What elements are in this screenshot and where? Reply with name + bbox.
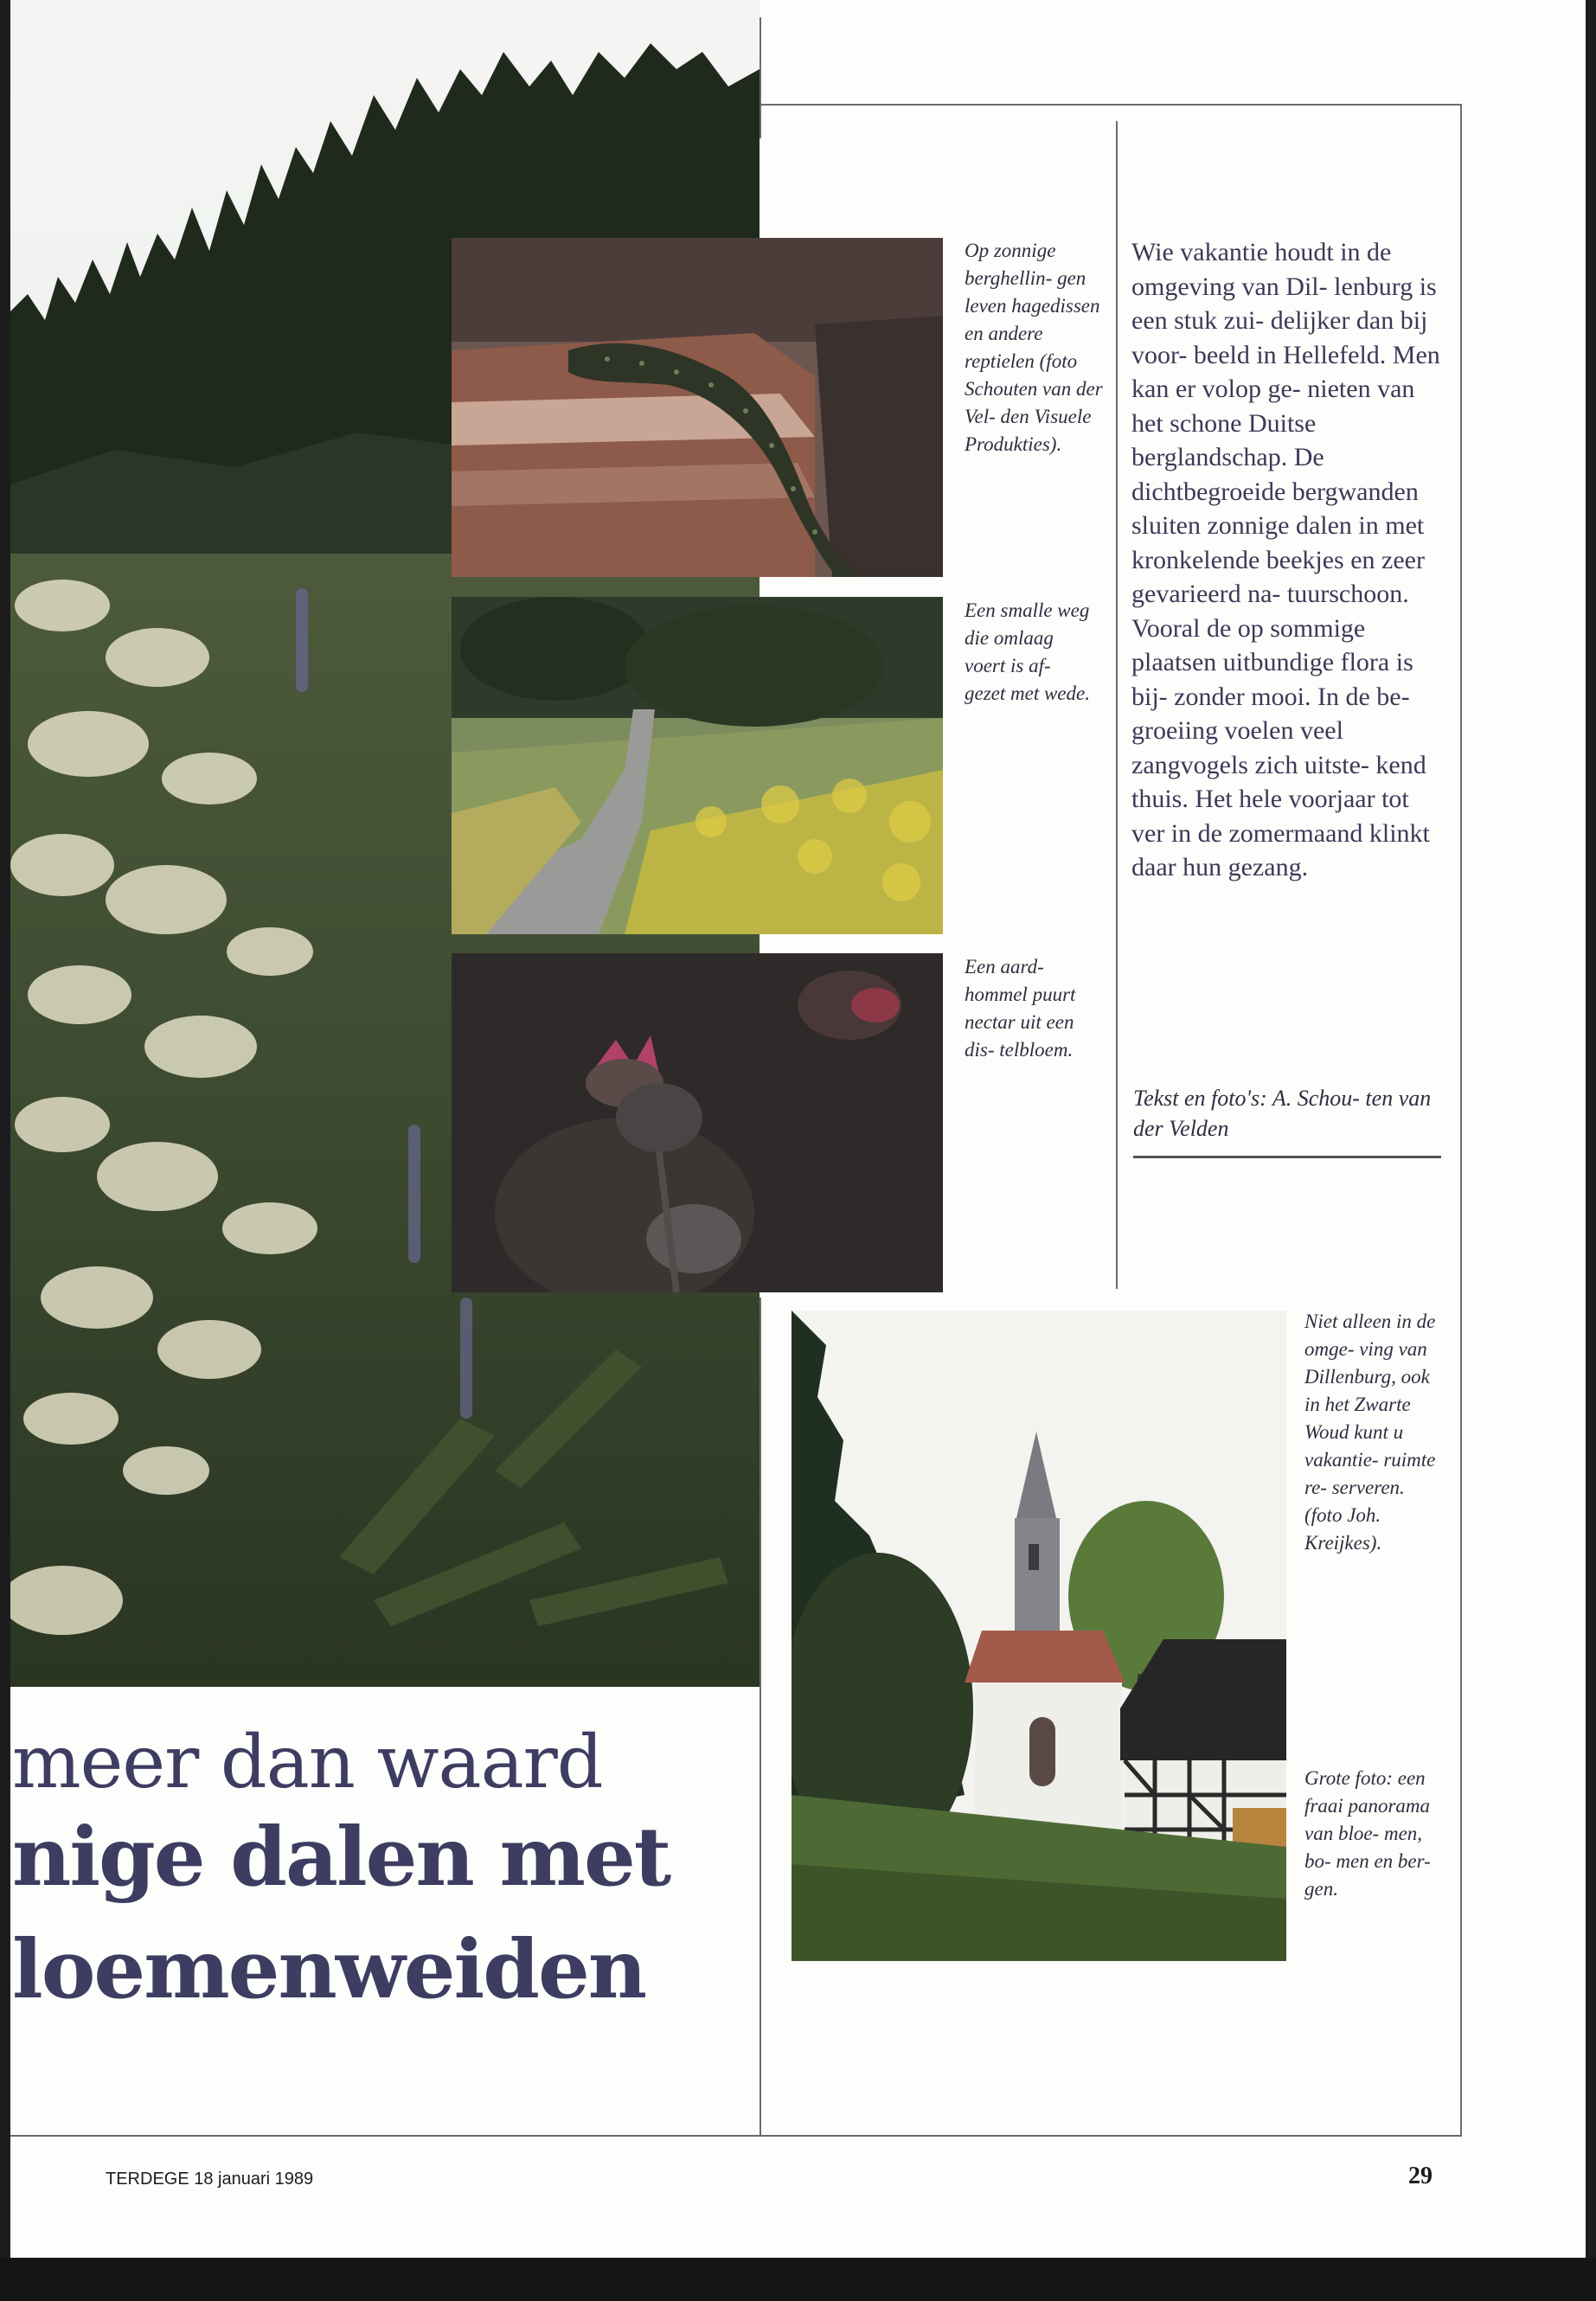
frame-rule-top (760, 17, 761, 138)
bumblebee-thistle-photo (452, 953, 943, 1292)
scan-right-edge (1586, 0, 1596, 2301)
lizard-photo-caption: Op zonnige berghellin- gen leven hagedissen en andere reptielen (foto Schouten van der Vel- den Visuele Produkties). (965, 240, 1103, 455)
headline-line-3: loemenweiden (12, 1922, 646, 2017)
lizard-photo (452, 238, 943, 577)
article-body-text: Wie vakantie houdt in de omgeving van Dil- lenburg is een stuk zui- delijker dan bij voor- beeld in Hellefeld. Men kan er volop ge- nieten van het schone Duitse berglandschap. De dichtbegroeide bergwanden sluiten zonnige dalen in met kronkelende beekjes en zeer gevarieerd na- tuurschoon. Vooral de op sommige plaatsen uitbundige flora is bij- zonder mooi. In de be- groeiing voelen veel zangvogels zich uitste- kend thuis. Het hele voorjaar tot ver in de zomermaand klinkt daar hun gezang. (1131, 238, 1440, 881)
scan-bottom-edge (0, 2258, 1596, 2301)
headline-line-1: meer dan waard (12, 1720, 603, 1804)
scan-left-edge (0, 0, 10, 2301)
page-number: 29 (1408, 2163, 1433, 2189)
headline-line-2: nige dalen met (12, 1810, 670, 1905)
church-photo (792, 1311, 1286, 1961)
frame-rule-top-horizontal (760, 104, 1462, 106)
frame-rule-right (1460, 104, 1462, 2137)
frame-rule-bottom-mid (760, 1298, 761, 2137)
credit-underline (1133, 1156, 1441, 1158)
main-photo-caption: Grote foto: een fraai panorama van bloe- men, bo- men en ber- gen. (1304, 1767, 1431, 1900)
road-photo-caption: Een smalle weg die omlaag voert is af- gezet met wede. (965, 599, 1090, 704)
frame-rule-bottom (10, 2135, 1462, 2137)
bumblebee-photo-caption: Een aard- hommel puurt nectar uit een dis- telbloem. (965, 956, 1076, 1061)
church-photo-caption: Niet alleen in de omge- ving van Dillenburg, ook in het Zwarte Woud kunt u vakantie- ruimte re- serveren. (foto Joh. Kreijkes). (1304, 1311, 1436, 1554)
frame-rule-column-divider (1116, 121, 1118, 1289)
footer-publication: TERDEGE 18 januari 1989 (106, 2170, 314, 2189)
article-credit: Tekst en foto's: A. Schou- ten van der Velden (1133, 1086, 1432, 1141)
road-photo (452, 597, 943, 934)
